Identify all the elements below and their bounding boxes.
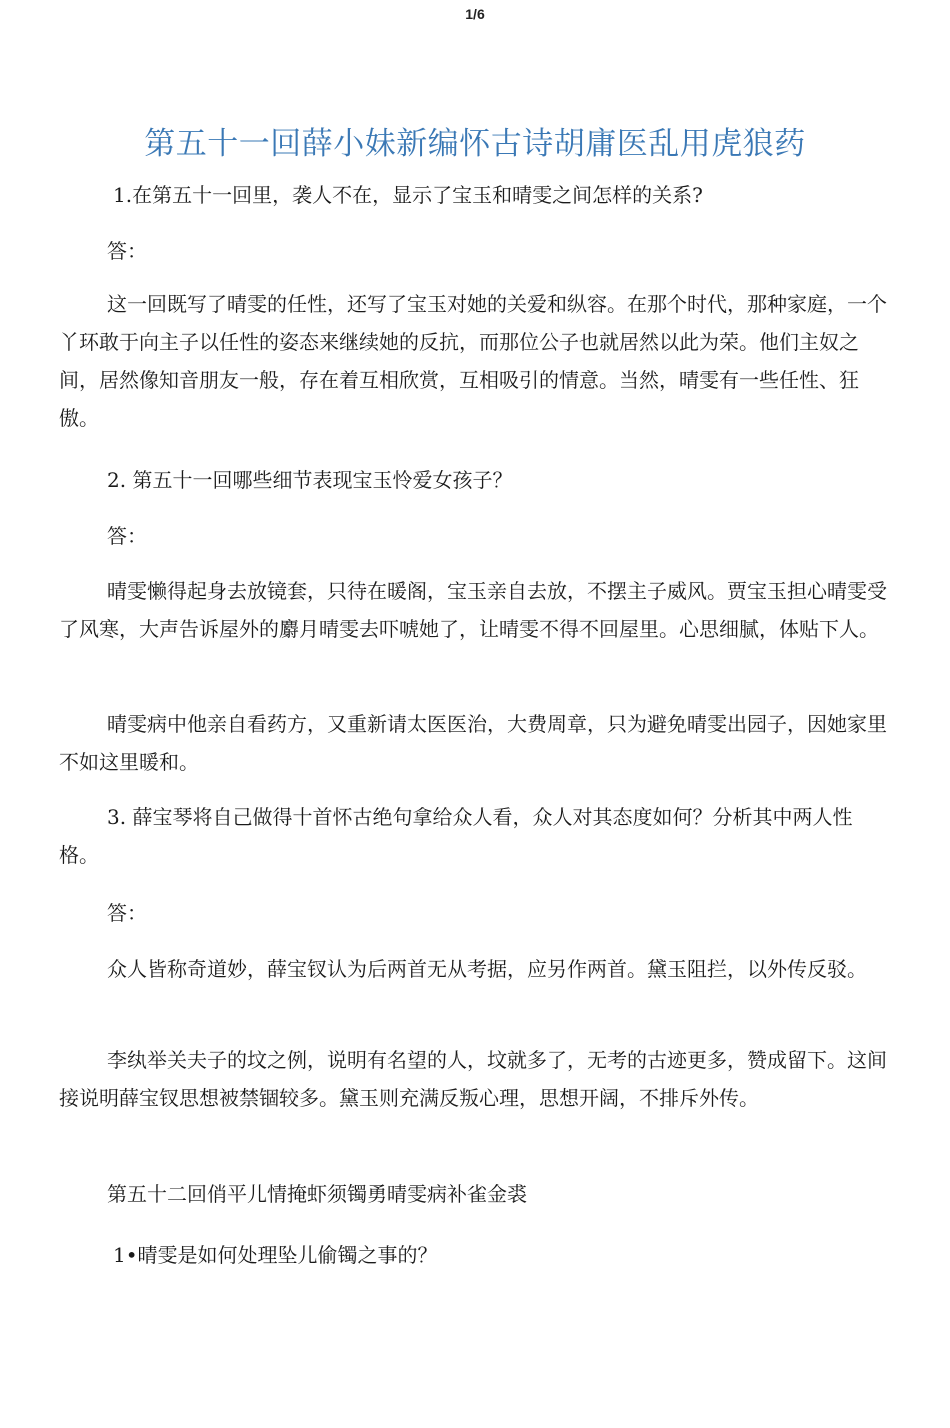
answer-3-paragraph-2: 李纨举关夫子的坟之例，说明有名望的人，坟就多了，无考的古迹更多，赞成留下。这间接说明薛宝钗思想被禁锢较多。黛玉则充满反叛心理，思想开阔，不排斥外传。 [59,1048,887,1110]
answer-2-paragraph-2: 晴雯病中他亲自看药方，又重新请太医医治，大费周章，只为避免晴雯出园子，因她家里不如这里暖和。 [59,712,887,774]
page-number: 1/6 [465,6,485,22]
chapter-title: 第五十一回薛小妹新编怀古诗胡庸医乱用虎狼药 [144,126,806,162]
question-1: 1.在第五十一回里，袭人不在，显示了宝玉和晴雯之间怎样的关系? [113,183,703,207]
answer-label-1: 答： [107,239,147,263]
chapter-52-heading: 第五十二回俏平儿情掩虾须镯勇晴雯病补雀金裘 [107,1182,527,1206]
answer-3-paragraph-1: 众人皆称奇道妙，薛宝钗认为后两首无从考据，应另作两首。黛玉阻拦，以外传反驳。 [107,957,867,981]
answer-label-3: 答： [107,901,147,925]
answer-1-paragraph: 这一回既写了晴雯的任性，还写了宝玉对她的关爱和纵容。在那个时代，那种家庭，一个丫环敢于向主子以任性的姿态来继续她的反抗，而那位公子也就居然以此为荣。他们主奴之间，居然像知音朋友一般，存在着互相欣赏，互相吸引的情意。当然，晴雯有一些任性、狂傲。 [59,292,887,430]
answer-label-2: 答： [107,524,147,548]
question-2: 2. 第五十一回哪些细节表现宝玉怜爱女孩子？ [107,468,513,492]
answer-2-paragraph-1: 晴雯懒得起身去放镜套，只待在暖阁，宝玉亲自去放，不摆主子威风。贾宝玉担心晴雯受了风寒，大声告诉屋外的麝月晴雯去吓唬她了，让晴雯不得不回屋里。心思细腻，体贴下人。 [59,579,887,641]
chapter-52-question-1: 1•晴雯是如何处理坠儿偷镯之事的？ [113,1243,438,1267]
question-3: 3. 薛宝琴将自己做得十首怀古绝句拿给众人看，众人对其态度如何？分析其中两人性格。 [59,805,853,867]
